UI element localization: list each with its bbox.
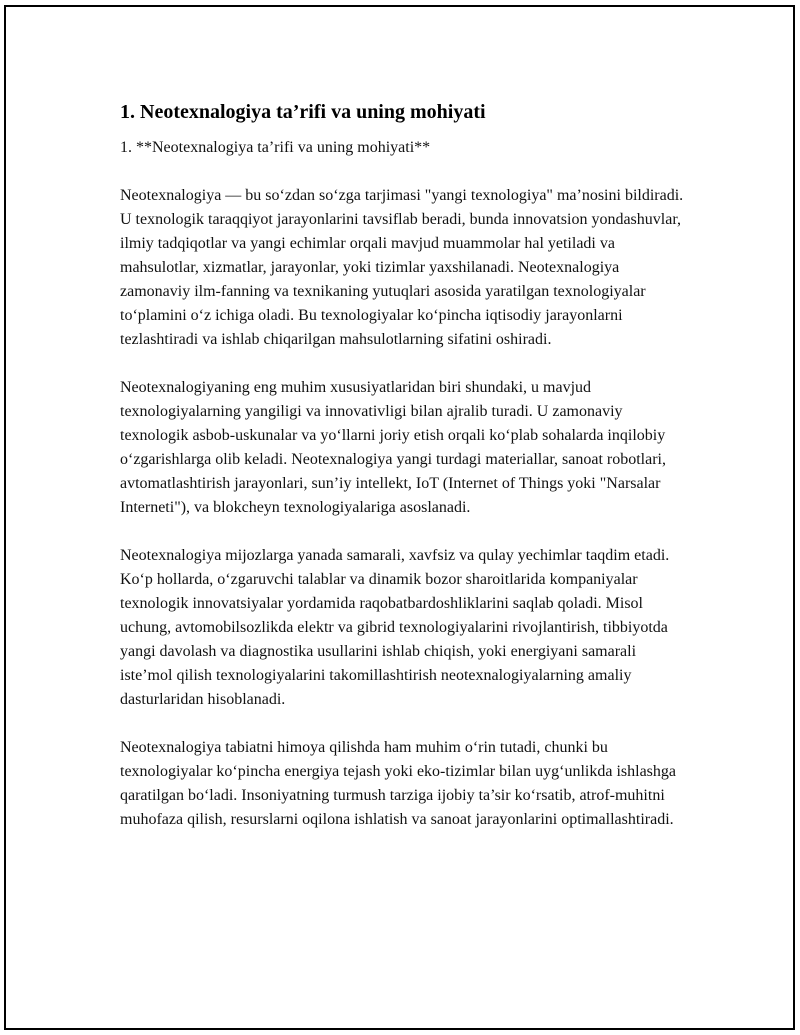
paragraph-2: Neotexnalogiyaning eng muhim xususiyatlaridan biri shundaki, u mavjud texnologiyalarning yangiligi va innovativligi bilan ajralib turadi. U zamonaviy texnologik asbob-uskunalar va yo‘llarni joriy etish orqali ko‘plab sohalarda inqilobiy o‘zgarishlarga olib keladi. Neotexnalogiya yangi turdagi materiallar, sanoat robotlari, avtomatlashtirish jarayonlari, sun’iy intellekt, IoT (Internet of Things yoki "Narsalar Interneti"), va blokcheyn texnologiyalariga asoslanadi.	[120, 379, 666, 516]
page-frame	[4, 5, 795, 1030]
paragraph-3: Neotexnalogiya mijozlarga yanada samarali, xavfsiz va qulay yechimlar taqdim etadi. Ko‘p hollarda, o‘zgaruvchi talablar va dinamik bozor sharoitlarida kompaniyalar texnologik innovatsiyalar yordamida raqobatbardoshliklarini saqlab qoladi. Misol uchung, avtomobilsozlikda elektr va gibrid texnologiyalarini rivojlantirish, tibbiyotda yangi davolash va diagnostika usullarini ishlab chiqish, yoki energiyani samarali iste’mol qilish texnologiyalarini takomillashtirish neotexnalogiyalarning amaliy dasturlaridan hisoblanadi.	[120, 547, 670, 708]
paragraph-1: Neotexnalogiya — bu so‘zdan so‘zga tarjimasi "yangi texnologiya" ma’nosini bildiradi. U texnologik taraqqiyot jarayonlarini tavsiflab beradi, bunda innovatsion yondashuvlar, ilmiy tadqiqotlar va yangi echimlar orqali mavjud muammolar hal yetiladi va mahsulotlar, xizmatlar, jarayonlar, yoki tizimlar yaxshilanadi. Neotexnalogiya zamonaviy ilm-fanning va texnikaning yutuqlari asosida yaratilgan texnologiyalar to‘plamini o‘z ichiga oladi. Bu texnologiyalar ko‘pincha iqtisodiy jarayonlarni tezlashtiradi va ishlab chiqarilgan mahsulotlarning sifatini oshiradi.	[120, 187, 684, 348]
document-subtitle: 1. **Neotexnalogiya ta’rifi va uning mohiyati**	[120, 139, 431, 156]
document-title: 1. Neotexnalogiya ta’rifi va uning mohiyati	[120, 101, 486, 123]
paragraph-4: Neotexnalogiya tabiatni himoya qilishda ham muhim o‘rin tutadi, chunki bu texnologiyalar ko‘pincha energiya tejash yoki eko-tizimlar bilan uyg‘unlikda ishlashga qaratilgan bo‘ladi. Insoniyatning turmush tarziga ijobiy ta’sir ko‘rsatib, atrof-muhitni muhofaza qilish, resurslarni oqilona ishlatish va sanoat jarayonlarini optimallashtiradi.	[120, 739, 676, 828]
document-body	[120, 98, 692, 856]
